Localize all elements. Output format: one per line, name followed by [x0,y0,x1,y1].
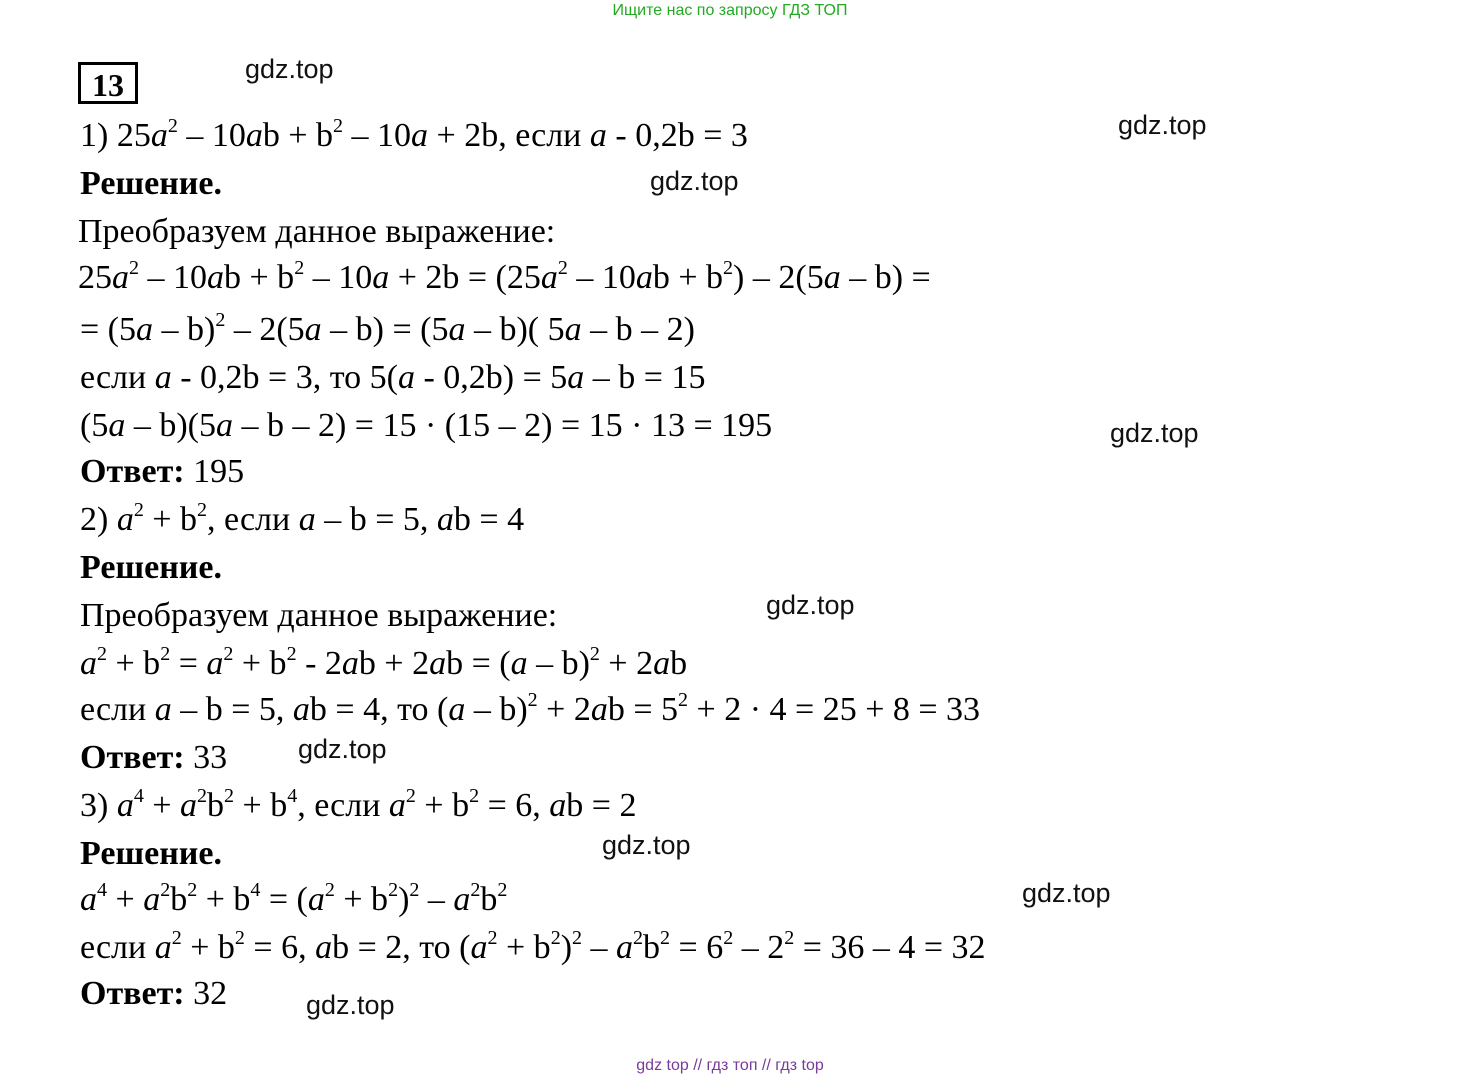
watermark: gdz.top [1118,110,1207,140]
watermark: gdz.top [602,830,691,860]
footer-links: gdz top // гдз топ // гдз top [636,1057,824,1074]
transform-label: Преобразуем данное выражение: [78,213,556,250]
answer-line [80,452,244,492]
answer-label: Ответ: [80,975,185,1012]
step-line: если a - 0,2b = 3, то 5(a - 0,2b) = 5a – b = 15 [80,359,706,396]
step-line: если a – b = 5, ab = 4, то $(a - b)^2 + 2ab = 5^2 + 2 \cdot 4 = 25 + 8 = 33$ [80,689,981,728]
watermark: gdz.top [1022,878,1111,908]
solution-label: Решение. [80,549,222,586]
watermark: gdz.top [245,54,334,84]
task-number: 13 [78,62,138,104]
answer-label: Ответ: [80,739,185,776]
answer-value: 195 [193,453,245,490]
top-banner: Ищите нас по запросу ГДЗ ТОП [612,2,848,19]
solution-label: Решение. [80,835,222,872]
answer-label: Ответ: [80,453,185,490]
answer-line [80,738,227,778]
answer-value: 33 [193,739,228,776]
problem-3: 3) $a^4 + a^2b^2 + b^4$, если $a^2 + b^2 = 6$, ab = 2 [80,785,637,824]
step-line: (5a – b)(5a – b – 2) = 15 · (15 – 2) = 15 · 13 = 195 [80,407,773,444]
step-line: если $a^2 + b^2 = 6$, ab = 2, то $(a^2 + b^2)^2 - a^2b^2 = 6^2 - 2^2 = 36 - 4 = 32$ [80,927,986,966]
step-line: = (5a – b)$^2$ – 2(5a – b) = (5a – b)( 5a – b – 2) [80,309,695,348]
answer-value: 32 [193,975,228,1012]
transform-label: Преобразуем данное выражение: [80,597,558,634]
watermark: gdz.top [1110,418,1199,448]
step-line: $25a^2 - 10ab + b^2 - 10a + 2b = (25a^2 - 10ab + b^2) - 2(5a - b)$ = [78,257,931,296]
step-line: $a^2 + b^2 = a^2 + b^2 - 2ab + 2ab = (a - b)^2 + 2ab$ [80,643,688,682]
watermark: gdz.top [298,734,387,764]
watermark: gdz.top [766,590,855,620]
watermark: gdz.top [306,990,395,1020]
step-line: $a^4 + a^2b^2 + b^4 = (a^2 + b^2)^2 - a^2b^2$ [80,879,508,918]
solution-label: Решение. [80,165,222,202]
problem-2: 2) $a^2 + b^2$, если a – b = 5, ab = 4 [80,499,525,538]
watermark: gdz.top [650,166,739,196]
problem-1: 1) $25a^2 - 10ab + b^2 - 10a + 2b$, если a - 0,2b = 3 [80,115,748,154]
answer-line [80,974,227,1014]
